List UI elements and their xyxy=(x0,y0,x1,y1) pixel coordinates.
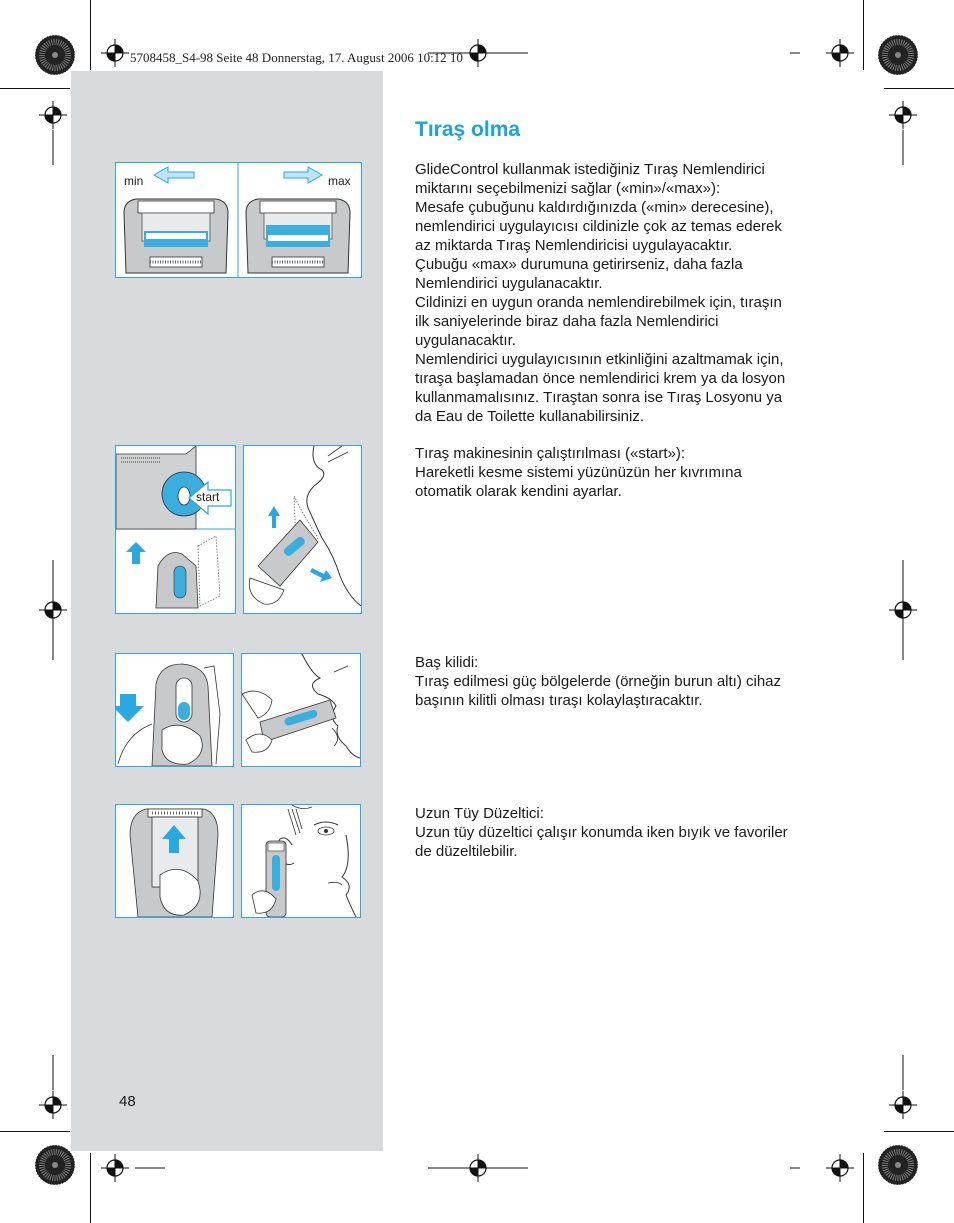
text-line: uygulanacaktır. xyxy=(415,332,516,349)
text-line: Nemlendirici uygulanacaktır. xyxy=(415,275,603,292)
head-lock-shaver-figure xyxy=(115,653,234,767)
start-switch-illustration xyxy=(116,446,235,613)
text-line: Tıraş edilmesi güç bölgelerde (örneğin burun altı) cihaz xyxy=(415,673,782,690)
trimmer-text xyxy=(415,804,835,861)
glide-control-figure xyxy=(115,162,362,278)
text-line: Cildinizi en uygun oranda nemlendirebilmek için, tıraşın xyxy=(415,294,782,311)
trimming-face-illustration xyxy=(242,805,360,917)
shaving-face-figure xyxy=(243,445,362,614)
start-text xyxy=(415,444,835,501)
text-line: Baş kilidi: xyxy=(415,654,479,671)
glide-control-illustration xyxy=(116,163,361,277)
text-line: nemlendirici uygulayıcısı cildinizle çok az temas ederek xyxy=(415,218,782,235)
text-line: Çubuğu «max» durumuna getirirseniz, daha fazla xyxy=(415,256,743,273)
text-line: ilk saniyelerinde biraz daha fazla Nemlendirici xyxy=(415,313,719,330)
text-line: Mesafe çubuğunu kaldırdığınızda («min» derecesine), xyxy=(415,199,774,216)
text-line: Nemlendirici uygulayıcısının etkinliğini azaltmamak için, xyxy=(415,351,784,368)
head-lock-text xyxy=(415,653,835,710)
page-number: 48 xyxy=(119,1093,136,1110)
shaver-head-max xyxy=(246,199,350,273)
text-line: kullanmamalısınız. Tıraştan sonra ise Tıraş Losyonu ya xyxy=(415,389,783,406)
glide-control-text xyxy=(415,160,835,426)
print-slug: 5708458_S4-98 Seite 48 Donnerstag, 17. August 2006 10:12 10 xyxy=(130,50,463,65)
start-label: start xyxy=(196,490,220,504)
text-line: başının kilitli olması tıraşı kolaylaştıracaktır. xyxy=(415,692,703,709)
text-line: Hareketli kesme sistemi yüzünüzün her kıvrımına xyxy=(415,464,742,481)
min-label: min xyxy=(124,174,144,188)
text-line: otomatik olarak kendini ayarlar. xyxy=(415,483,622,500)
start-switch-figure xyxy=(115,445,236,614)
trimming-face-figure xyxy=(241,804,361,918)
text-line: tıraşa başlamadan önce nemlendirici krem ya da losyon xyxy=(415,370,786,387)
page-title: Tıraş olma xyxy=(415,118,521,141)
head-lock-shaver-illustration xyxy=(116,654,233,766)
text-line: az miktarda Tıraş Nemlendiricisi uygulayacaktır. xyxy=(415,237,733,254)
under-nose-illustration xyxy=(242,654,360,766)
under-nose-figure xyxy=(241,653,361,767)
text-line: Uzun Tüy Düzeltici: xyxy=(415,805,544,822)
shaver-head-min xyxy=(124,199,228,273)
text-line: de düzeltilebilir. xyxy=(415,843,518,860)
max-label: max xyxy=(328,174,351,188)
text-line: da Eau de Toilette kullanabilirsiniz. xyxy=(415,408,645,425)
text-line: miktarını seçebilmenizi sağlar («min»/«max»): xyxy=(415,180,721,197)
text-line: Tıraş makinesinin çalıştırılması («start»): xyxy=(415,445,686,462)
trimmer-shaver-illustration xyxy=(116,805,233,917)
text-line: GlideControl kullanmak istediğiniz Tıraş Nemlendirici xyxy=(415,161,765,178)
trimmer-shaver-figure xyxy=(115,804,234,918)
text-line: Uzun tüy düzeltici çalışır konumda iken bıyık ve favoriler xyxy=(415,824,788,841)
shaving-face-illustration xyxy=(244,446,361,613)
